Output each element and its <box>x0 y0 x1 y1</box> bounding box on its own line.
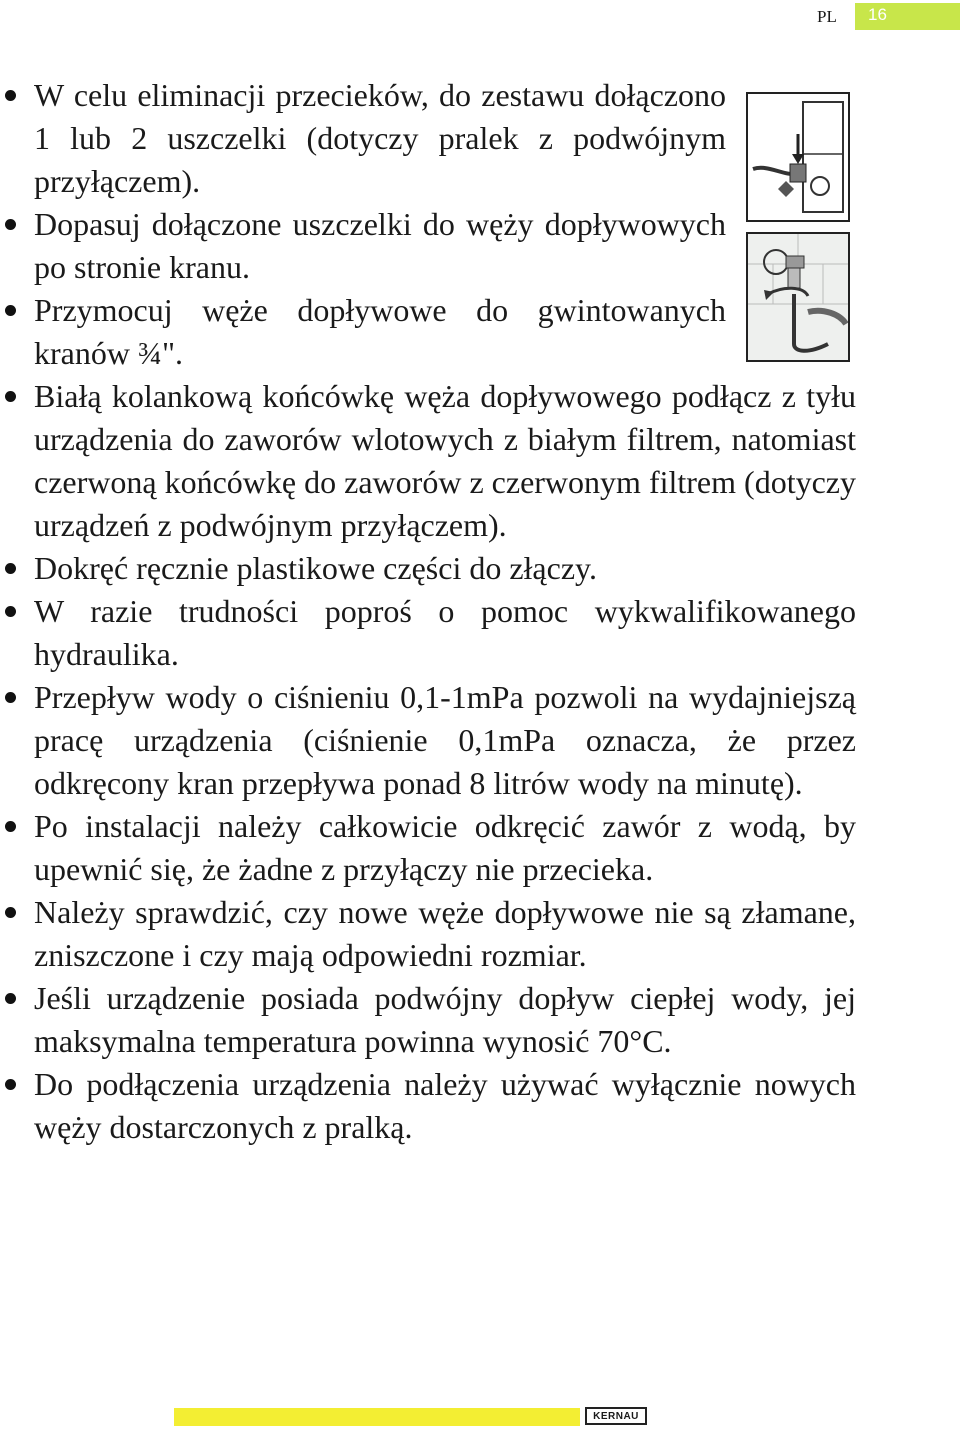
bullet-icon <box>5 692 16 703</box>
list-item: Przepływ wody o ciśnieniu 0,1-1mPa pozwoli na wydajniejszą pracę urządzenia (ciśnienie 0,1mPa oznacza, że przez odkręcony kran przepływa ponad 8 litrów wody na minutę). <box>0 676 856 805</box>
list-item: Dopasuj dołączone uszczelki do węży dopływowych po stronie kranu. <box>0 203 726 289</box>
list-item: W celu eliminacji przecieków, do zestawu dołączono 1 lub 2 uszczelki (dotyczy pralek z podwójnym przyłączem). <box>0 74 726 203</box>
list-item: Po instalacji należy całkowicie odkręcić zawór z wodą, by upewnić się, że żadne z przyłączy nie przecieka. <box>0 805 856 891</box>
footer-accent-bar <box>174 1408 580 1426</box>
list-item: Jeśli urządzenie posiada podwójny dopływ ciepłej wody, jej maksymalna temperatura powinna wynosić 70°C. <box>0 977 856 1063</box>
bullet-icon <box>5 993 16 1004</box>
language-label: PL <box>817 7 837 26</box>
list-item: Do podłączenia urządzenia należy używać wyłącznie nowych węży dostarczonych z pralką. <box>0 1063 856 1149</box>
list-item: Przymocuj węże dopływowe do gwintowanych kranów ¾". <box>0 289 726 375</box>
bullet-icon <box>5 391 16 402</box>
list-item: W razie trudności poproś o pomoc wykwalifikowanego hydraulika. <box>0 590 856 676</box>
list-item: Należy sprawdzić, czy nowe węże dopływowe nie są złamane, zniszczone i czy mają odpowiedni rozmiar. <box>0 891 856 977</box>
bullet-icon <box>5 907 16 918</box>
bullet-icon <box>5 821 16 832</box>
bullet-icon <box>5 563 16 574</box>
list-item: Dokręć ręcznie plastikowe części do złączy. <box>0 547 856 590</box>
list-item: Białą kolankową końcówkę węża dopływowego podłącz z tyłu urządzenia do zaworów wlotowych z białym filtrem, natomiast czerwoną końcówkę do zaworów z czerwonym filtrem (dotyczy urządzeń z podwójnym przyłączem). <box>0 375 856 547</box>
bullet-icon <box>5 606 16 617</box>
bullet-icon <box>5 90 16 101</box>
bullet-icon <box>5 219 16 230</box>
instruction-list <box>0 74 856 1149</box>
bullet-icon <box>5 305 16 316</box>
page-number: 16 <box>868 5 887 24</box>
brand-logo: KERNAU <box>585 1407 647 1425</box>
bullet-icon <box>5 1079 16 1090</box>
